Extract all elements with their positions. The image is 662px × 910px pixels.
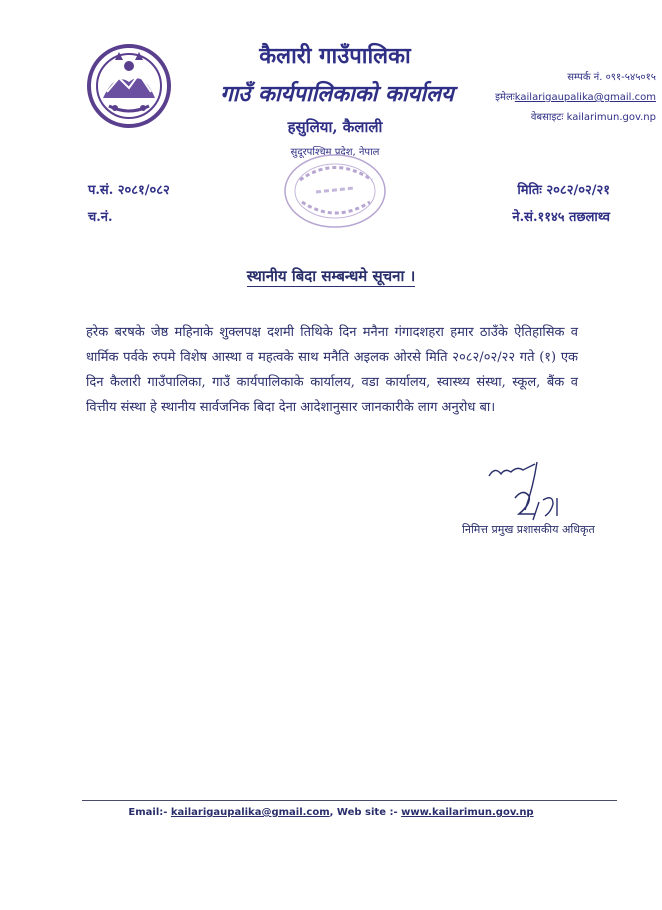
office-location: हसुलिया, कैलाली	[287, 118, 383, 136]
notice-body: हरेक बरषके जेष्ठ महिनाके शुक्लपक्ष दशमी तिथिके दिन मनैना गंगादशहरा हमार ठाउँके ऐतिहासिक व धार्मिक पर्वके रुपमे विशेष आस्था व महत्वके साथ मनैति अइलक ओरसे मिति २०८२/०२/२२ गते (१) एक दिन कैलारी गाउँपालिका, गाउँ कार्यपालिकाके कार्यालय, वडा कार्यालय, स्वास्थ्य संस्था, स्कूल, बैंक व वित्तीय संस्था हे स्थानीय सार्वजनिक बिदा देना आदेशानुसार जानकारीके लाग अनुरोध बा।	[86, 325, 578, 415]
contact-email-label: इमेलः	[495, 92, 515, 103]
office-stamp-icon	[280, 150, 390, 232]
contact-email[interactable]: kailarigaupalika@gmail.com	[514, 92, 656, 103]
notice-subject-wrap	[0, 266, 662, 286]
letter-number: प.सं. २०८१/०८२	[88, 183, 170, 198]
province-name: सुदूरपश्चिम प्रदेश, नेपाल	[290, 147, 380, 158]
signature-icon	[475, 458, 575, 528]
municipality-name: कैलारी गाउँपालिका	[259, 43, 411, 69]
letter-date: मितिः २०८२/०२/२१	[517, 183, 610, 198]
nepal-sambat-date: ने.सं.११४५ तछलाथ्व	[512, 210, 610, 225]
notice-subject: स्थानीय बिदा सम्बन्धमे सूचना ।	[246, 267, 416, 285]
footer	[0, 807, 662, 818]
footer-email-link[interactable]: kailarigaupalika@gmail.com	[170, 807, 330, 818]
dispatch-number: च.नं.	[88, 210, 113, 225]
signatory-title: निमित्त प्रमुख प्रशासकीय अधिकृत	[462, 523, 595, 536]
footer-email-label: Email:-	[128, 807, 168, 818]
contact-website[interactable]: kailarimun.gov.np	[566, 112, 656, 123]
government-emblem-icon	[85, 42, 173, 130]
contact-block	[495, 68, 656, 128]
contact-email-row	[495, 88, 656, 108]
footer-web-link[interactable]: www.kailarimun.gov.np	[401, 807, 534, 818]
contact-website-label: वेबसाइटः	[530, 112, 564, 123]
contact-phone: सम्पर्क नं. ०९१-५४५०१५	[567, 72, 656, 83]
footer-web-label: , Web site :-	[329, 807, 398, 818]
contact-website-row	[495, 108, 656, 128]
office-name: गाउँ कार्यपालिकाको कार्यालय	[220, 81, 454, 107]
footer-divider	[82, 800, 617, 801]
